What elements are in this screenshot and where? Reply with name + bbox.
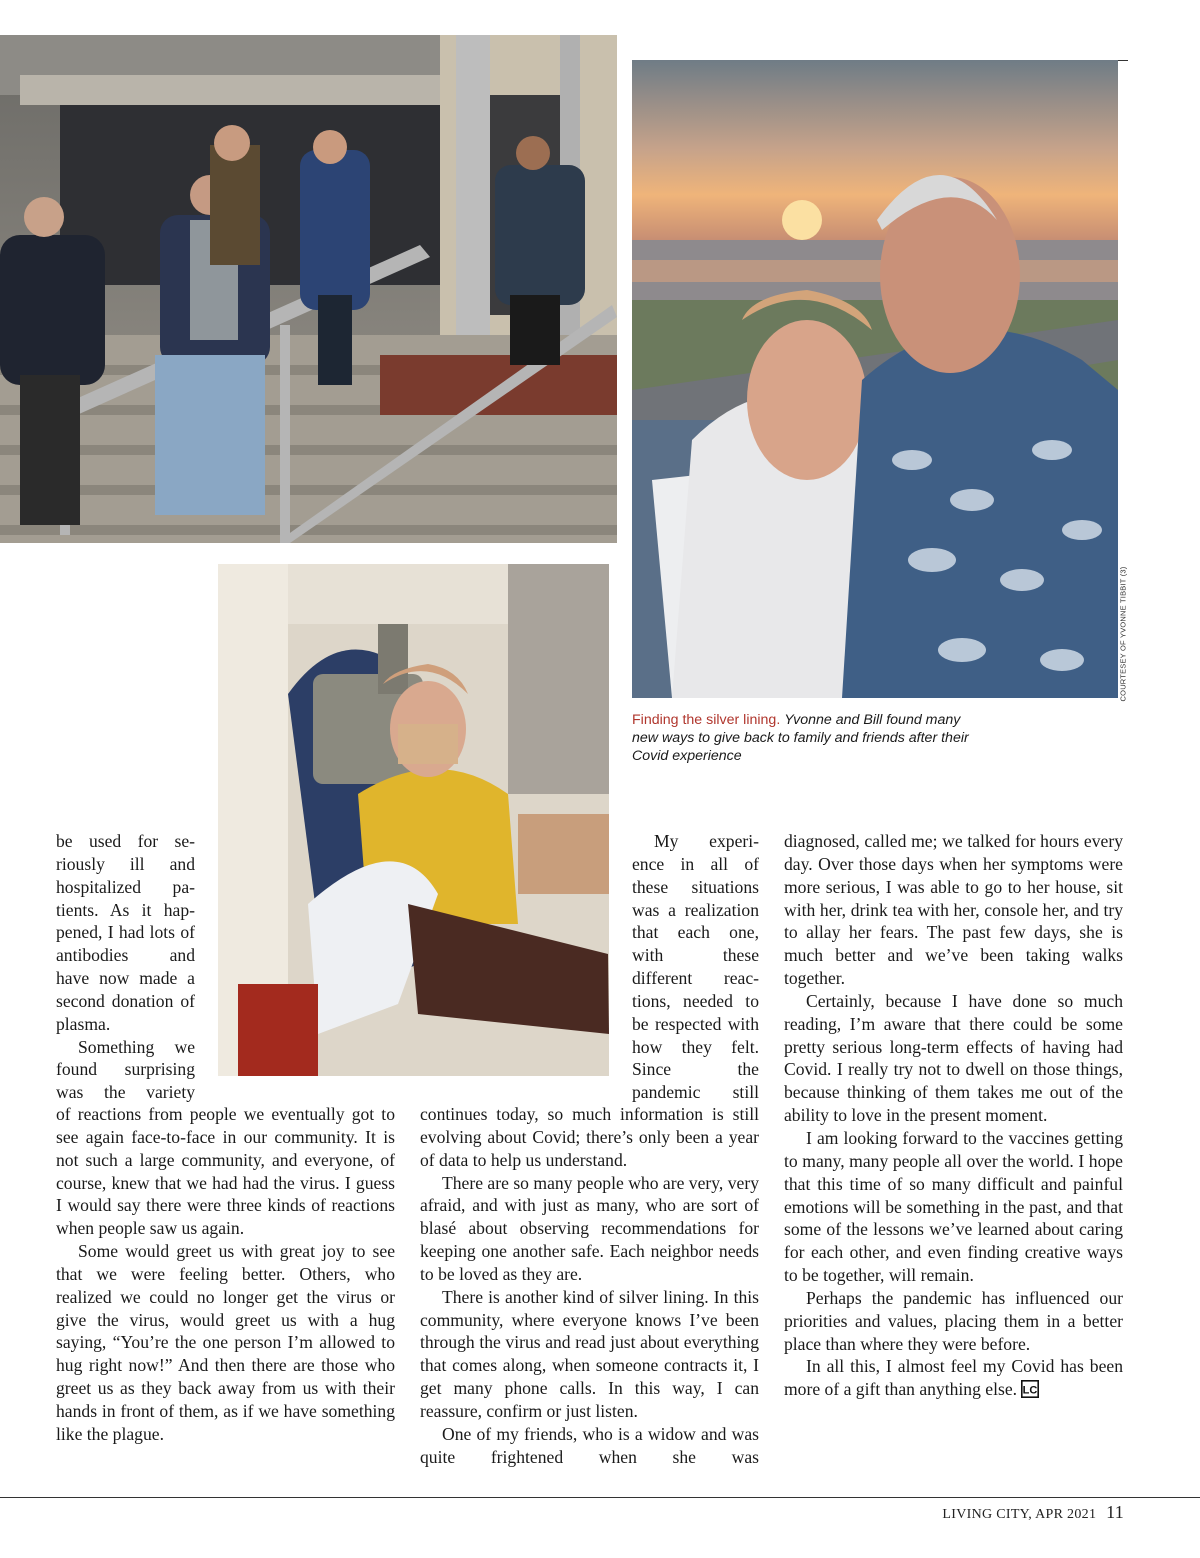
column-2-full — [420, 1103, 759, 1469]
corner-mark — [1118, 60, 1128, 61]
paragraph: Perhaps the pandemic has influenced our priorities and values, placing them in a better place than where they were before. — [784, 1287, 1123, 1354]
paragraph: My experience in all of these situations was a realization that each one, with these different reactions, needed to be respected with how they felt. Since the pandemic still — [632, 831, 759, 1103]
lc-end-mark-text: LC — [1022, 1384, 1038, 1397]
paragraph: continues today, so much information is still evolving about Covid; there’s only been a year of data to help us understand. — [420, 1104, 759, 1170]
issue-date: APR 2021 — [1035, 1507, 1097, 1522]
paragraph: Some would greet us with great joy to see that we were feeling better. Others, who realized we could no longer get the virus or give the virus, would greet us with a hug saying, “You’re the one person I’m allowed to hug right now!” And then there are those who greet us as they back away from us with their hands in front of them, as if we have something like the plague. — [56, 1241, 395, 1444]
paragraph: Something we found surprising was the variety — [56, 1036, 195, 1103]
footer-rule — [0, 1497, 1200, 1498]
paragraph: of reactions from people we eventually got to see again face-to-face in our community. It is not such a large community, and everyone, of course, knew that we had had the virus. I guess I would say there were three kinds of reactions when people saw us again. — [56, 1104, 395, 1239]
column-3 — [784, 830, 1123, 1401]
column-1-narrow — [56, 830, 195, 1104]
caption-text: Yvonne and Bill found many new ways to give back to family and friends after their Covid experience — [632, 712, 969, 764]
photo-credit: COURTESEY OF YVONNE TIBBIT (3) — [1118, 566, 1128, 702]
page-footer — [942, 1502, 1124, 1523]
paragraph: One of my friends, who is a widow and was quite frightened when she was — [420, 1423, 759, 1467]
paragraph: diagnosed, called me; we talked for hours every day. Over those days when her symptoms were more serious, I was able to go to her house, sit with her, drink tea with her, console her, and try to allay her fears. The past few days, she is much better and we’ve been taking walks together. — [784, 831, 1123, 989]
paragraph — [784, 1355, 1123, 1401]
paragraph: I am looking forward to the vaccines getting to many, many people all over the world. I hope that this time of so many difficult and painful emotions will be something in the past, and that some of the lessons we’ve learned about caring for each other, and even finding creative ways to be together, will remain. — [784, 1127, 1123, 1286]
column-2-narrow — [632, 830, 759, 1104]
column-1-full — [56, 1103, 395, 1446]
paragraph: Certainly, because I have done so much reading, I’m aware that there could be some pretty serious long-term effects of having had Covid. I really try not to dwell on those things, because thinking of them takes me out of the ability to love in the present moment. — [784, 990, 1123, 1126]
paragraph: be used for seriously ill and hospitalized patients. As it happened, I had lots of antibodies and have now made a second donation of plasma. — [56, 831, 195, 1034]
couple-sunset-photo — [632, 60, 1118, 698]
group-on-steps-photo — [0, 35, 617, 543]
lc-end-mark-icon — [1021, 1380, 1039, 1398]
publication-name: LIVING CITY, — [942, 1507, 1033, 1522]
page-number: 11 — [1106, 1502, 1124, 1522]
paragraph: There is another kind of silver lining. In this community, where everyone knows I’ve been through the virus and read just about everything that comes along, when someone contracts it, I get many phone calls. In this way, I can reassure, confirm or just listen. — [420, 1286, 759, 1421]
plasma-donation-photo — [218, 564, 609, 1076]
photo-caption — [632, 711, 972, 765]
closing-sentence: In all this, I almost feel my Covid has been more of a gift than anything else. — [784, 1356, 1123, 1400]
paragraph: There are so many people who are very, very afraid, and with just as many, who are sort of blasé about observing recommendations for keeping one another safe. Each neighbor needs to be loved as they are. — [420, 1172, 759, 1284]
caption-lead: Finding the silver lining. — [632, 712, 781, 728]
